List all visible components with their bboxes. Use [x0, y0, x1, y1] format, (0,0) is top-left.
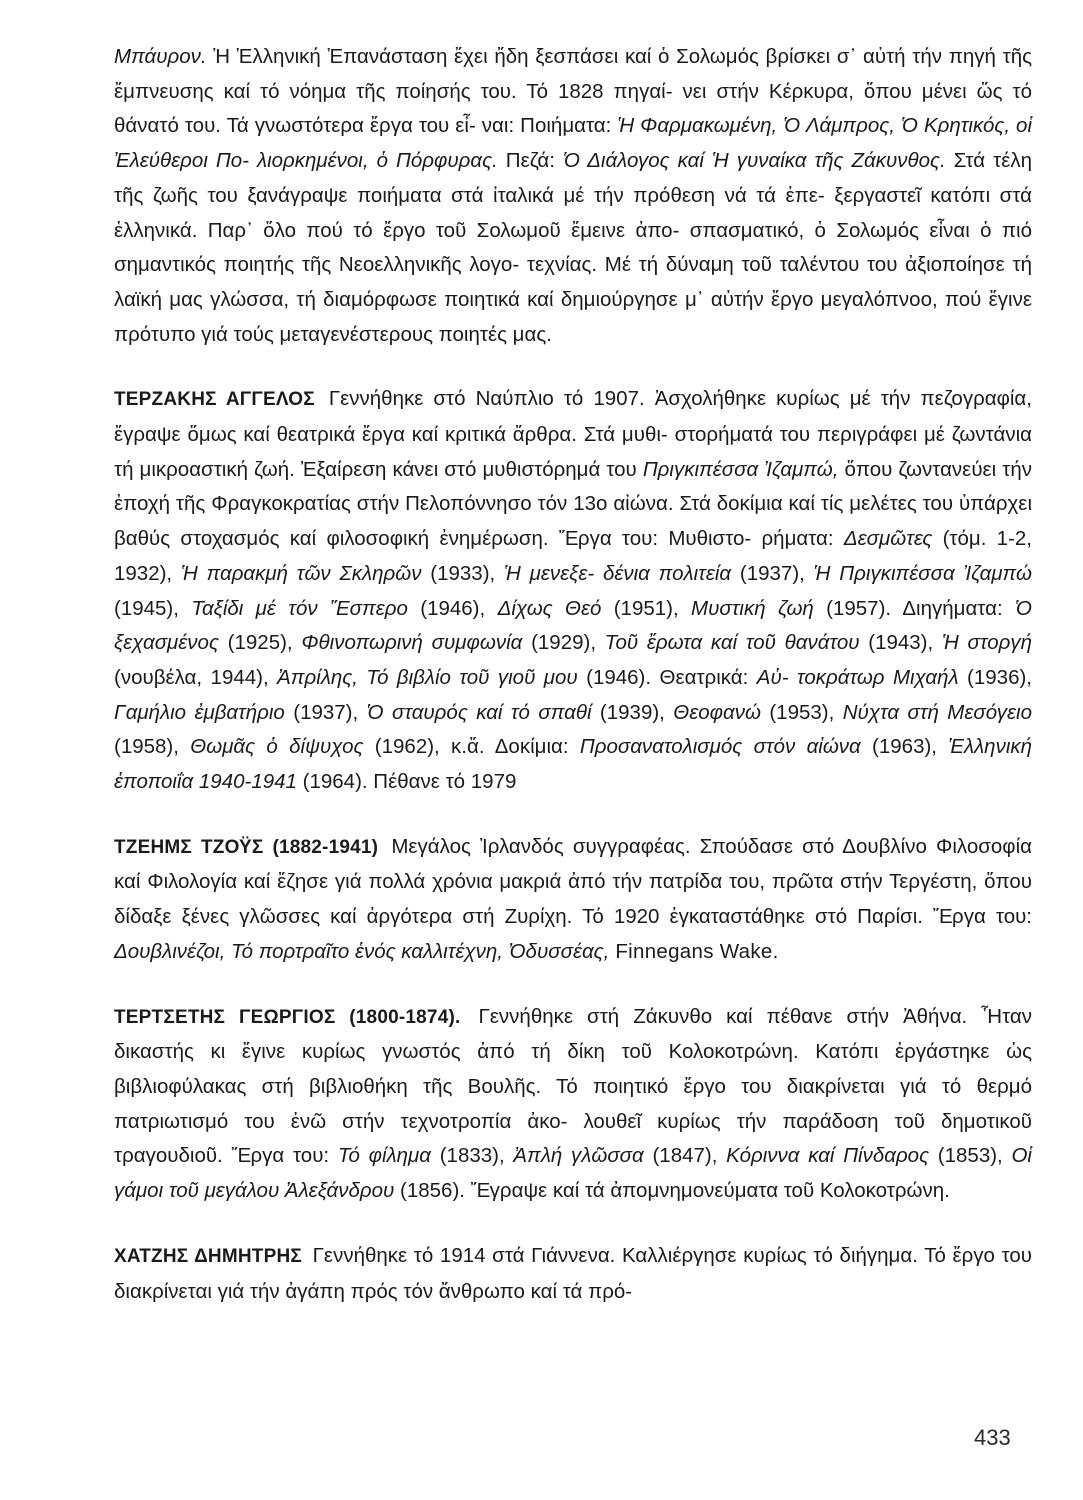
italic-text: Ἡ Φαρμακωμένη, Ὁ Λάμπρος, Ὁ Κρητικός, οἱ Ἐλεύθεροι Πο- λιορκημένοι, ὁ Πόρφυρας. [114, 114, 1033, 173]
entry-tertsetis-georgios: ΤΕΡΤΣΕΤΗΣ ΓΕΩΡΓΙΟΣ (1800-1874). Γεννήθηκε στή Ζάκυνθο καί πέθανε στήν Ἀθήνα. Ἦταν δικαστής κι ἔγινε κυρίως γνωστός ἀπό τή δίκη τοῦ Κολοκοτρώνη. Κατόπι ἐργάστηκε ὡς βιβλιοφύλακας στή βιβλιοθήκη τῆς Βουλῆς. Τό ποιητικό ἔργο του διακρίνεται γιά τό θερμό πατριωτισμό του ἐνῶ στήν τεχνοτροπία ἀκο- λουθεῖ κυρίως τήν παράδοση τοῦ δημοτικοῦ τραγουδιοῦ. Ἔργα του: Τό φίλημα (1833), Ἀπλή γλῶσσα (1847), Κόριννα καί Πίνδαρος (1853), Οἱ γάμοι τοῦ μεγάλου Ἀλεξάνδρου (1856). Ἔγραψε καί τά ἀπομνημονεύματα τοῦ Κολοκοτρώνη. [114, 1004, 1032, 1203]
entry-chatzis-dimitris: ΧΑΤΖΗΣ ΔΗΜΗΤΡΗΣ Γεννήθηκε τό 1914 στά Γιάννενα. Καλλιέργησε κυρίως τό διήγημα. Τό ἔργο του διακρίνεται γιά τήν ἀγάπη πρός τόν ἄνθρωπο καί τά πρό- [114, 1243, 1032, 1303]
paragraph-solomos-continuation: Μπάυρον. Ἡ Ἑλληνική Ἐπανάσταση ἔχει ἤδη ξεσπάσει καί ὁ Σολωμός βρίσκει σ᾽ αὐτή τήν πηγή τῆς ἔμπνευσης καί τό νόημα τῆς ποίησής του. Τό 1828 πηγαί- νει στήν Κέρκυρα, ὅπου μένει ὥς τό θάνατό του. Τά γνωστότερα ἔργα του εἶ- ναι: Ποιήματα: Ἡ Φαρμακωμένη, Ὁ Λάμπρος, Ὁ Κρητικός, οἱ Ἐλεύθεροι Πο- λιορκημένοι, ὁ Πόρφυρας. Πεζά: Ὁ Διάλογος καί Ἡ γυναίκα τῆς Ζάκυνθος. Στά τέλη τῆς ζωῆς του ξανάγραψε ποιήματα στά ἰταλικά μέ τήν πρόθεση νά τά ἐπε- ξεργαστεῖ κατόπι στά ἑλληνικά. Παρ᾽ ὅλο πού τό ἔργο τοῦ Σολωμοῦ ἔμεινε ἀπο- σπασματικό, ὁ Σολωμός εἶναι ὁ πιό σημαντικός ποιητής τῆς Νεοελληνικῆς λογο- τεχνίας. Μέ τή δύναμη τοῦ ταλέντου του ἀξιοποίησε τή λαϊκή μας γλώσσα, τή διαμόρφωσε ποιητικά καί δημιούργησε μ᾽ αὐτήν ἔργο μεγαλόπνοο, πού ἔγινε πρότυπο γιά τούς μεταγενέστερους ποιητές μας. [114, 45, 1033, 346]
page-number: 433 [974, 1425, 1011, 1450]
entry-name-heading: ΧΑΤΖΗΣ ΔΗΜΗΤΡΗΣ [114, 1245, 302, 1267]
italic-text: Ὁ Διάλογος καί Ἡ γυναίκα τῆς Ζάκυνθος. [562, 149, 946, 173]
italic-text: Μπάυρον. [114, 45, 207, 68]
entry-terzakis-angelos: ΤΕΡΖΑΚΗΣ ΑΓΓΕΛΟΣ Γεννήθηκε στό Ναύπλιο τό 1907. Ἀσχολήθηκε κυρίως μέ τήν πεζογραφία, ἔγραψε ὅμως καί θεατρικά ἔργα καί κριτικά ἄρθρα. Στά μυθι- στορήματά του περιγράφει μέ ζωντάνια τή μικροαστική ζωή. Ἐξαίρεση κάνει στό μυθιστόρημά του Πριγκιπέσσα Ἰζαμπώ, ὅπου ζωντανεύει τήν ἐποχή τῆς Φραγκοκρατίας στήν Πελοπόννησο τόν 13ο αἰώνα. Στά δοκίμια καί τίς μελέτες του ὑπάρχει βαθύς στοχασμός καί φιλοσοφική ἐνημέρωση. Ἔργα του: Μυθιστο- ρήματα: Δεσμῶτες (τόμ. 1-2, 1932), Ἡ παρακμή τῶν Σκληρῶν (1933), Ἡ μενεξε- δένια πολιτεία (1937), Ἡ Πριγκιπέσσα Ἰζαμπώ (1945), Ταξίδι μέ τόν Ἕσπερο (1946), Δίχως Θεό (1951), Μυστική ζωή (1957). Διηγήματα: Ὁ ξεχασμένος (1925), Φθινοπωρινή συμφωνία (1929), Τοῦ ἔρωτα καί τοῦ θανάτου (1943), Ἡ στοργή (νουβέλα, 1944), Ἀπρίλης, Τό βιβλίο τοῦ γιοῦ μου (1946). Θεατρικά: Αὐ- τοκράτωρ Μιχαήλ (1936), Γαμήλιο ἐμβατήριο (1937), Ὁ σταυρός καί τό σπαθί (1939), Θεοφανώ (1953), Νύχτα στή Μεσόγειο (1958), Θωμᾶς ὁ δίψυχος (1962), κ.ἄ. Δοκίμια: Προσανατολισμός στόν αἰώνα (1963), Ἑλληνική ἐποποιΐα 1940-1941 (1964). Πέθανε τό 1979 [114, 387, 1033, 794]
book-page-text [114, 40, 1032, 1309]
entry-tzeims-tzoys: ΤΖΕΗΜΣ ΤΖΟΫΣ (1882-1941) Μεγάλος Ἰρλανδός συγγραφέας. Σπούδασε στό Δουβλίνο Φιλοσοφία καί Φιλολογία καί ἔζησε γιά πολλά χρόνια μακριά ἀπό τήν πατρίδα του, πρῶτα στήν Τεργέστη, ὅπου δίδαξε ξένες γλῶσσες καί ἀργότερα στή Ζυρίχη. Τό 1920 ἐγκαταστάθηκε στό Παρίσι. Ἔργα του: Δουβλινέζοι, Τό πορτραῖτο ἑνός καλλιτέχνη, Ὀδυσσέας, Finnegans Wake. [114, 834, 1032, 963]
entry-name-heading: ΤΕΡΖΑΚΗΣ ΑΓΓΕΛΟΣ [114, 389, 315, 411]
entry-name-heading: ΤΕΡΤΣΕΤΗΣ ΓΕΩΡΓΙΟΣ (1800-1874). [114, 1006, 461, 1028]
entry-name-heading: ΤΖΕΗΜΣ ΤΖΟΫΣ (1882-1941) [114, 836, 379, 858]
